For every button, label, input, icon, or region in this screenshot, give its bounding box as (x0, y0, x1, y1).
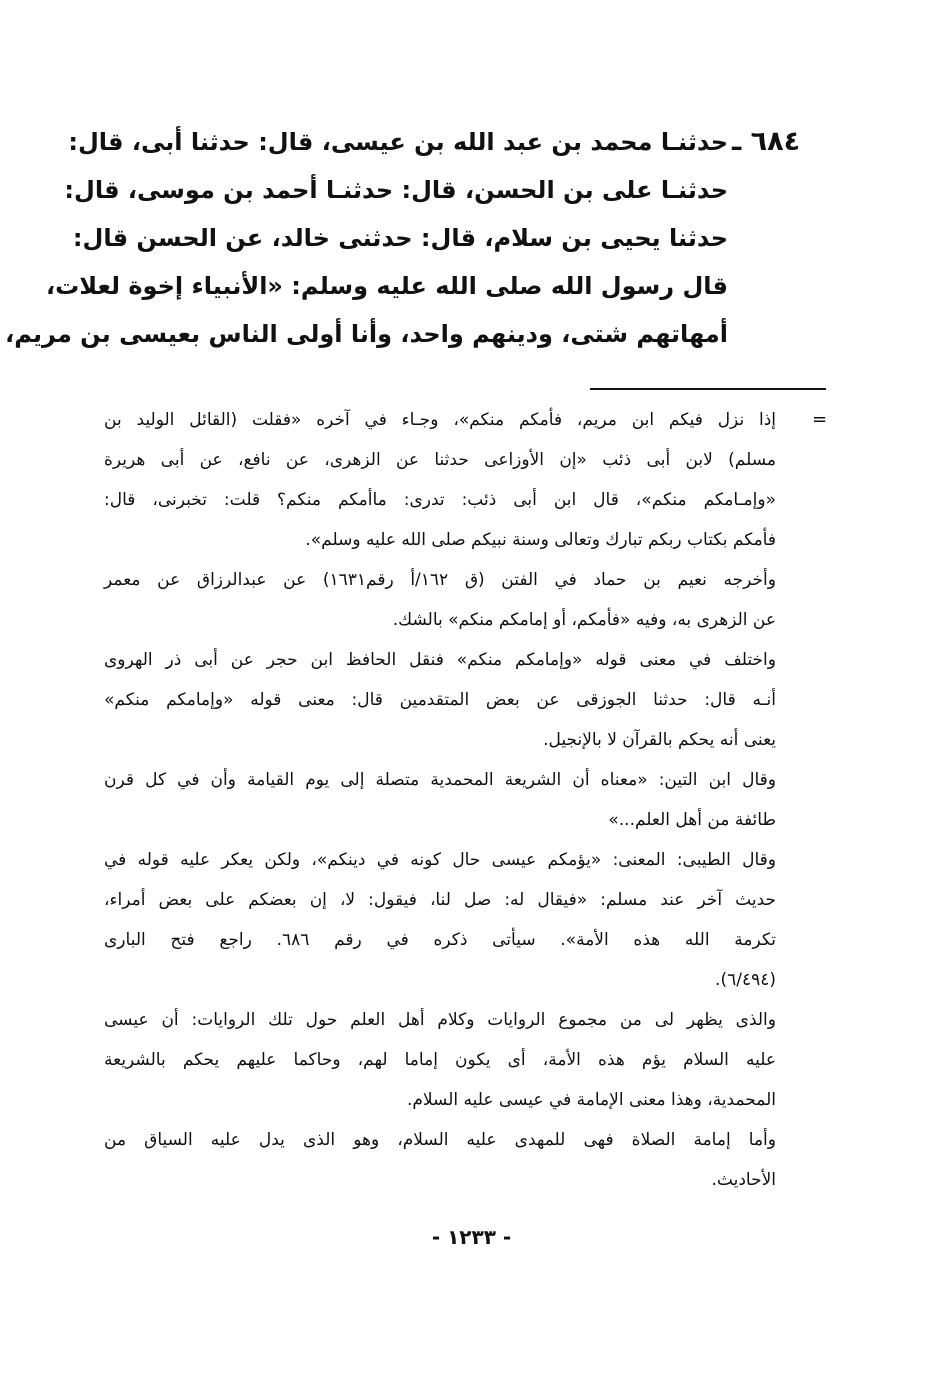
footnote-divider (590, 388, 826, 390)
footnote-line: وقال الطيبى: المعنى: «يؤمكم عيسى حال كونه في دينكم»، ولكن يعكر عليه قوله في (104, 850, 776, 870)
page-number: - ١٢٣٣ - (431, 1225, 512, 1249)
hadith-line: حدثنـا محمد بن عبد الله بن عيسى، قال: حدثنا أبى، قال: (68, 128, 728, 156)
footnote-line: المحمدية، وهذا معنى الإمامة في عيسى عليه السلام. (406, 1090, 776, 1110)
hadith-text (5, 122, 728, 362)
footnote-line: وقال ابن التين: «معناه أن الشريعة المحمدية متصلة إلى يوم القيامة وأن في كل قرن (104, 770, 776, 790)
hadith-line: قال رسول الله صلى الله عليه وسلم: «الأنبياء إخوة لعلات، (45, 272, 728, 300)
footnote-line: يعنى أنه يحكم بالقرآن لا بالإنجيل. (543, 730, 776, 750)
footnote-line: فأمكم بكتاب ربكم تبارك وتعالى وسنة نبيكم صلى الله عليه وسلم». (305, 530, 776, 550)
footnote-line: مسلم) لابن أبى ذئب «إن الأوزاعى حدثنا عن الزهرى، عن نافع، عن أبى هريرة (104, 450, 776, 470)
hadith-line: أمهاتهم شتى، ودينهم واحد، وأنا أولى الناس بعيسى بن مريم، (5, 320, 728, 348)
footnote-line: حديث آخر عند مسلم: «فيقال له: صل لنا، فيقول: لا، إن بعضكم على بعض أمراء، (104, 890, 776, 910)
footnote-line: (٦/٤٩٤). (715, 970, 776, 990)
footnote-line: «وإمـامكم منكم»، قال ابن أبى ذئب: تدرى: ماأمكم منكم؟ قلت: تخبرنى، قال: (104, 490, 776, 510)
footnote-line: إذا نزل فيكم ابن مريم، فأمكم منكم»، وجـاء في آخره «فقلت (القائل الوليد بن (104, 410, 776, 430)
hadith-line: حدثنا يحيى بن سلام، قال: حدثنى خالد، عن الحسن قال: (72, 224, 728, 252)
footnote-line: وأخرجه نعيم بن حماد في الفتن (ق ١٦٢/أ رقم١٦٣١) عن عبدالرزاق عن معمر (104, 570, 776, 590)
footnotes (104, 404, 776, 1204)
hadith-number: ٦٨٤ ـ (732, 126, 801, 157)
footnote-line: عن الزهرى به، وفيه «فأمكم، أو إمامكم منكم» بالشك. (392, 610, 776, 630)
footnote-line: أنـه قال: حدثنا الجوزقى عن بعض المتقدمين قال: معنى قوله «وإمامكم منكم» (104, 690, 776, 710)
footnote-line: والذى يظهر لى من مجموع الروايات وكلام أهل العلم حول تلك الروايات: أن عيسى (104, 1010, 776, 1030)
footnote-line: الأحاديث. (711, 1170, 776, 1190)
footnote-line: واختلف في معنى قوله «وإمامكم منكم» فنقل الحافظ ابن حجر عن أبى ذر الهروى (104, 650, 776, 670)
hadith-line: حدثنـا على بن الحسن، قال: حدثنـا أحمد بن موسى، قال: (64, 176, 728, 204)
footnote-continuation-mark: = (812, 409, 828, 430)
footnote-line: تكرمة الله هذه الأمة». سيأتى ذكره في رقم ٦٨٦. راجع فتح البارى (104, 930, 777, 950)
footnote-line: وأما إمامة الصلاة فهى للمهدى عليه السلام، وهو الذى يدل عليه السياق من (104, 1130, 776, 1150)
footnote-line: عليه السلام يؤم هذه الأمة، أى يكون إماما لهم، وحاكما عليهم يحكم بالشريعة (104, 1050, 776, 1070)
footnote-line: طائفة من أهل العلم...» (608, 810, 776, 830)
